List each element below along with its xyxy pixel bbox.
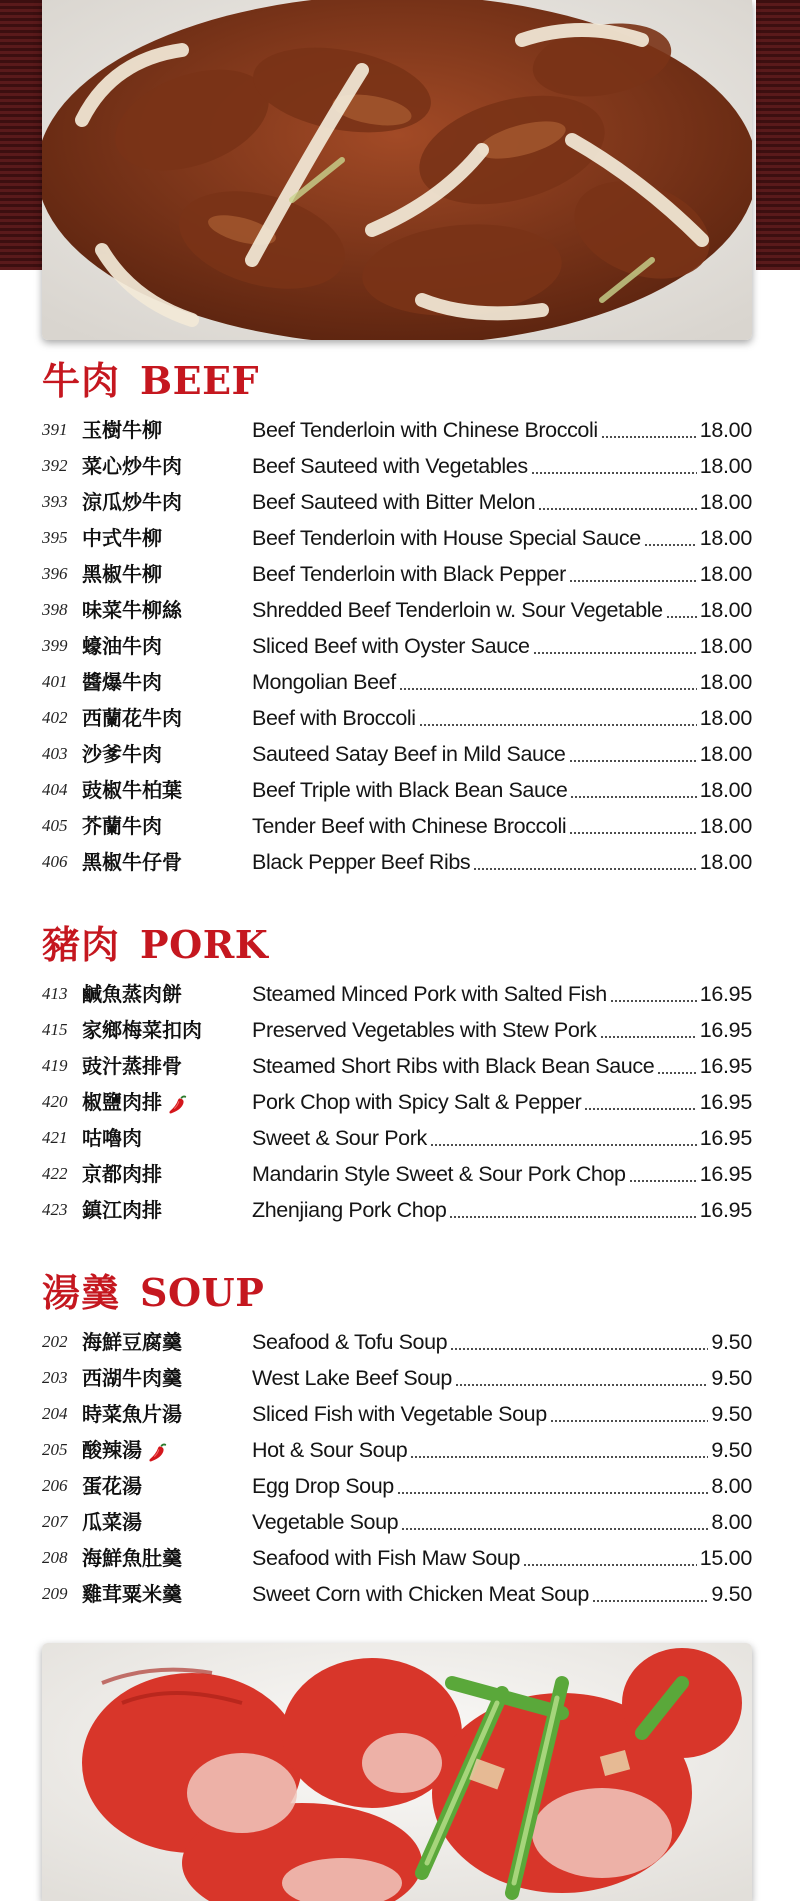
item-price: 16.95	[699, 1090, 752, 1114]
item-name-zh-text: 海鮮豆腐羹	[82, 1330, 182, 1354]
item-price: 16.95	[699, 982, 752, 1006]
menu-item	[42, 1396, 752, 1432]
item-number: 202	[42, 1332, 68, 1351]
item-number: 403	[42, 744, 68, 763]
item-number: 204	[42, 1404, 68, 1423]
item-name-zh-text: 芥蘭牛肉	[82, 814, 162, 838]
item-name-zh	[82, 1120, 252, 1156]
item-name-en: Seafood with Fish Maw Soup	[252, 1546, 521, 1570]
item-number: 208	[42, 1548, 68, 1567]
item-name-zh-text: 豉椒牛柏葉	[82, 778, 182, 802]
item-name-zh	[82, 808, 252, 844]
item-number: 205	[42, 1440, 68, 1459]
item-name-zh-text: 時菜魚片湯	[82, 1402, 182, 1426]
item-name-zh-text: 沙爹牛肉	[82, 742, 162, 766]
soup-section	[42, 1268, 752, 1612]
item-name-en: Shredded Beef Tenderloin w. Sour Vegetable	[252, 598, 663, 622]
chili-pepper-icon	[166, 1091, 188, 1113]
item-price: 16.95	[699, 1126, 752, 1150]
item-number: 413	[42, 984, 68, 1003]
menu-item	[42, 484, 752, 520]
section-title	[42, 356, 752, 406]
item-name-zh	[82, 700, 252, 736]
menu-item	[42, 412, 752, 448]
item-number: 207	[42, 1512, 68, 1531]
item-number: 399	[42, 636, 68, 655]
item-name-zh	[82, 976, 252, 1012]
dot-leader	[644, 544, 697, 546]
dot-leader	[410, 1456, 708, 1458]
dot-leader	[401, 1528, 708, 1530]
item-price: 18.00	[699, 598, 752, 622]
section-title-en: PORK	[140, 922, 269, 967]
lobster-dish-photo	[42, 1643, 752, 1901]
item-name-zh	[82, 1432, 252, 1468]
menu-item	[42, 1120, 752, 1156]
section-title-en: SOUP	[140, 1270, 265, 1315]
item-price: 16.95	[699, 1162, 752, 1186]
item-name-zh-text: 黑椒牛仔骨	[82, 850, 182, 874]
dot-leader	[629, 1180, 697, 1182]
menu-item	[42, 1576, 752, 1612]
item-price: 18.00	[699, 706, 752, 730]
dot-leader	[550, 1420, 709, 1422]
item-number: 391	[42, 420, 68, 439]
item-name-en: Pork Chop with Spicy Salt & Pepper	[252, 1090, 582, 1114]
item-name-zh	[82, 664, 252, 700]
item-name-zh	[82, 1156, 252, 1192]
dot-leader	[450, 1348, 708, 1350]
item-name-zh-text: 海鮮魚肚羹	[82, 1546, 182, 1570]
item-number: 393	[42, 492, 68, 511]
menu-item	[42, 1324, 752, 1360]
item-number: 395	[42, 528, 68, 547]
item-name-zh	[82, 484, 252, 520]
item-number: 209	[42, 1584, 68, 1603]
dot-leader	[657, 1072, 696, 1074]
item-name-zh	[82, 448, 252, 484]
item-price: 16.95	[699, 1198, 752, 1222]
menu-item	[42, 628, 752, 664]
item-name-en: Beef with Broccoli	[252, 706, 416, 730]
item-name-en: Beef Tenderloin with House Special Sauce	[252, 526, 641, 550]
item-name-en: Steamed Short Ribs with Black Bean Sauce	[252, 1054, 655, 1078]
item-name-en: Tender Beef with Chinese Broccoli	[252, 814, 567, 838]
item-number: 392	[42, 456, 68, 475]
decorative-band-left	[0, 0, 44, 270]
item-number: 206	[42, 1476, 68, 1495]
item-number: 203	[42, 1368, 68, 1387]
section-title-zh: 牛肉	[42, 358, 121, 403]
item-name-en: Vegetable Soup	[252, 1510, 399, 1534]
menu-item	[42, 844, 752, 880]
item-name-zh-text: 玉樹牛柳	[82, 418, 162, 442]
item-number: 398	[42, 600, 68, 619]
dot-leader	[473, 868, 696, 870]
section-title-en: BEEF	[140, 358, 260, 403]
item-name-zh	[82, 412, 252, 448]
item-number: 421	[42, 1128, 68, 1147]
menu-item	[42, 556, 752, 592]
item-name-zh	[82, 628, 252, 664]
item-price: 9.50	[711, 1582, 752, 1606]
item-name-zh-text: 味菜牛柳絲	[82, 598, 182, 622]
item-name-zh-text: 酸辣湯	[82, 1438, 142, 1462]
item-name-en: Beef Tenderloin with Chinese Broccoli	[252, 418, 598, 442]
dot-leader	[601, 436, 697, 438]
item-price: 16.95	[699, 1018, 752, 1042]
item-number: 404	[42, 780, 68, 799]
item-price: 18.00	[699, 670, 752, 694]
item-name-zh	[82, 556, 252, 592]
menu-item	[42, 592, 752, 628]
menu-item	[42, 1360, 752, 1396]
beef-dish-photo	[42, 0, 752, 340]
item-number: 406	[42, 852, 68, 871]
item-number: 396	[42, 564, 68, 583]
menu-item	[42, 700, 752, 736]
menu-item	[42, 1468, 752, 1504]
dot-leader	[455, 1384, 708, 1386]
dot-leader	[419, 724, 697, 726]
item-name-zh	[82, 1192, 252, 1228]
dot-leader	[399, 688, 697, 690]
dot-leader	[570, 796, 696, 798]
item-name-en: Mandarin Style Sweet & Sour Pork Chop	[252, 1162, 626, 1186]
dot-leader	[600, 1036, 697, 1038]
item-name-en: Sliced Beef with Oyster Sauce	[252, 634, 530, 658]
item-name-en: Beef Sauteed with Bitter Melon	[252, 490, 536, 514]
item-number: 422	[42, 1164, 68, 1183]
dot-leader	[430, 1144, 697, 1146]
item-price: 18.00	[699, 418, 752, 442]
item-name-zh-text: 京都肉排	[82, 1162, 162, 1186]
item-name-en: Black Pepper Beef Ribs	[252, 850, 471, 874]
item-name-zh-text: 醬爆牛肉	[82, 670, 162, 694]
menu-item	[42, 808, 752, 844]
item-name-zh-text: 雞茸粟米羹	[82, 1582, 182, 1606]
dot-leader	[569, 580, 697, 582]
menu-item	[42, 448, 752, 484]
dot-leader	[538, 508, 696, 510]
item-name-en: Sauteed Satay Beef in Mild Sauce	[252, 742, 566, 766]
menu-item	[42, 520, 752, 556]
menu-item	[42, 1540, 752, 1576]
item-name-en: Mongolian Beef	[252, 670, 396, 694]
section-title	[42, 920, 752, 970]
item-name-zh	[82, 592, 252, 628]
dot-leader	[569, 760, 697, 762]
item-price: 9.50	[711, 1330, 752, 1354]
item-name-en: Preserved Vegetables with Stew Pork	[252, 1018, 597, 1042]
dot-leader	[666, 616, 697, 618]
pork-item-list	[42, 976, 752, 1228]
item-name-zh-text: 家鄉梅菜扣肉	[82, 1018, 202, 1042]
item-name-zh	[82, 1012, 252, 1048]
section-title-zh: 豬肉	[42, 922, 121, 967]
item-name-zh	[82, 736, 252, 772]
item-price: 9.50	[711, 1438, 752, 1462]
item-price: 18.00	[699, 850, 752, 874]
item-name-zh	[82, 1396, 252, 1432]
dot-leader	[523, 1564, 697, 1566]
menu-item	[42, 1432, 752, 1468]
item-number: 420	[42, 1092, 68, 1111]
item-name-zh	[82, 1576, 252, 1612]
item-price: 18.00	[699, 490, 752, 514]
item-price: 18.00	[699, 634, 752, 658]
menu-item	[42, 664, 752, 700]
dot-leader	[569, 832, 696, 834]
item-name-zh	[82, 1468, 252, 1504]
menu-item	[42, 736, 752, 772]
item-price: 9.50	[711, 1366, 752, 1390]
item-name-zh-text: 菜心炒牛肉	[82, 454, 182, 478]
soup-item-list	[42, 1324, 752, 1612]
item-number: 415	[42, 1020, 68, 1039]
item-name-en: Sliced Fish with Vegetable Soup	[252, 1402, 547, 1426]
item-name-zh	[82, 772, 252, 808]
item-name-zh-text: 西湖牛肉羹	[82, 1366, 182, 1390]
item-name-en: Beef Sauteed with Vegetables	[252, 454, 528, 478]
item-number: 423	[42, 1200, 68, 1219]
item-name-zh	[82, 1360, 252, 1396]
item-name-zh-text: 鎮江肉排	[82, 1198, 162, 1222]
item-price: 9.50	[711, 1402, 752, 1426]
item-name-en: Seafood & Tofu Soup	[252, 1330, 448, 1354]
decorative-band-right	[756, 0, 800, 270]
item-name-zh-text: 鹹魚蒸肉餅	[82, 982, 182, 1006]
menu-item	[42, 1084, 752, 1120]
item-name-zh	[82, 520, 252, 556]
item-name-en: Sweet & Sour Pork	[252, 1126, 427, 1150]
item-name-zh	[82, 1504, 252, 1540]
dot-leader	[397, 1492, 709, 1494]
dot-leader	[449, 1216, 696, 1218]
item-price: 18.00	[699, 562, 752, 586]
section-title-zh: 湯羹	[42, 1270, 121, 1315]
item-name-en: West Lake Beef Soup	[252, 1366, 452, 1390]
item-price: 18.00	[699, 454, 752, 478]
item-name-en: Sweet Corn with Chicken Meat Soup	[252, 1582, 589, 1606]
menu-item	[42, 1192, 752, 1228]
dot-leader	[533, 652, 697, 654]
menu-item	[42, 1504, 752, 1540]
item-name-zh-text: 黑椒牛柳	[82, 562, 162, 586]
item-price: 18.00	[699, 778, 752, 802]
menu-item	[42, 1048, 752, 1084]
item-price: 15.00	[699, 1546, 752, 1570]
dot-leader	[610, 1000, 697, 1002]
menu-item	[42, 1156, 752, 1192]
item-name-en: Beef Tenderloin with Black Pepper	[252, 562, 566, 586]
item-name-zh	[82, 1324, 252, 1360]
item-name-en: Beef Triple with Black Bean Sauce	[252, 778, 568, 802]
item-number: 401	[42, 672, 68, 691]
item-number: 405	[42, 816, 68, 835]
item-number: 402	[42, 708, 68, 727]
item-name-zh-text: 椒鹽肉排	[82, 1090, 162, 1114]
beef-item-list	[42, 412, 752, 880]
section-title	[42, 1268, 752, 1318]
item-name-zh-text: 西蘭花牛肉	[82, 706, 182, 730]
item-name-zh-text: 蠔油牛肉	[82, 634, 162, 658]
menu-item	[42, 1012, 752, 1048]
dot-leader	[584, 1108, 696, 1110]
item-price: 16.95	[699, 1054, 752, 1078]
item-name-en: Hot & Sour Soup	[252, 1438, 408, 1462]
item-name-zh-text: 涼瓜炒牛肉	[82, 490, 182, 514]
beef-section	[42, 356, 752, 880]
menu-item	[42, 772, 752, 808]
item-name-zh-text: 瓜菜湯	[82, 1510, 142, 1534]
item-price: 8.00	[711, 1474, 752, 1498]
item-name-zh	[82, 844, 252, 880]
pork-section	[42, 920, 752, 1228]
item-price: 18.00	[699, 742, 752, 766]
item-number: 419	[42, 1056, 68, 1075]
item-name-en: Steamed Minced Pork with Salted Fish	[252, 982, 607, 1006]
item-name-zh	[82, 1084, 252, 1120]
dot-leader	[592, 1600, 708, 1602]
chili-pepper-icon	[146, 1439, 168, 1461]
item-name-zh-text: 蛋花湯	[82, 1474, 142, 1498]
dot-leader	[531, 472, 697, 474]
item-name-zh	[82, 1540, 252, 1576]
item-price: 8.00	[711, 1510, 752, 1534]
menu-item	[42, 976, 752, 1012]
item-name-zh	[82, 1048, 252, 1084]
item-name-en: Zhenjiang Pork Chop	[252, 1198, 447, 1222]
item-name-zh-text: 咕嚕肉	[82, 1126, 142, 1150]
item-name-zh-text: 豉汁蒸排骨	[82, 1054, 182, 1078]
item-price: 18.00	[699, 526, 752, 550]
item-name-zh-text: 中式牛柳	[82, 526, 162, 550]
item-price: 18.00	[699, 814, 752, 838]
item-name-en: Egg Drop Soup	[252, 1474, 394, 1498]
